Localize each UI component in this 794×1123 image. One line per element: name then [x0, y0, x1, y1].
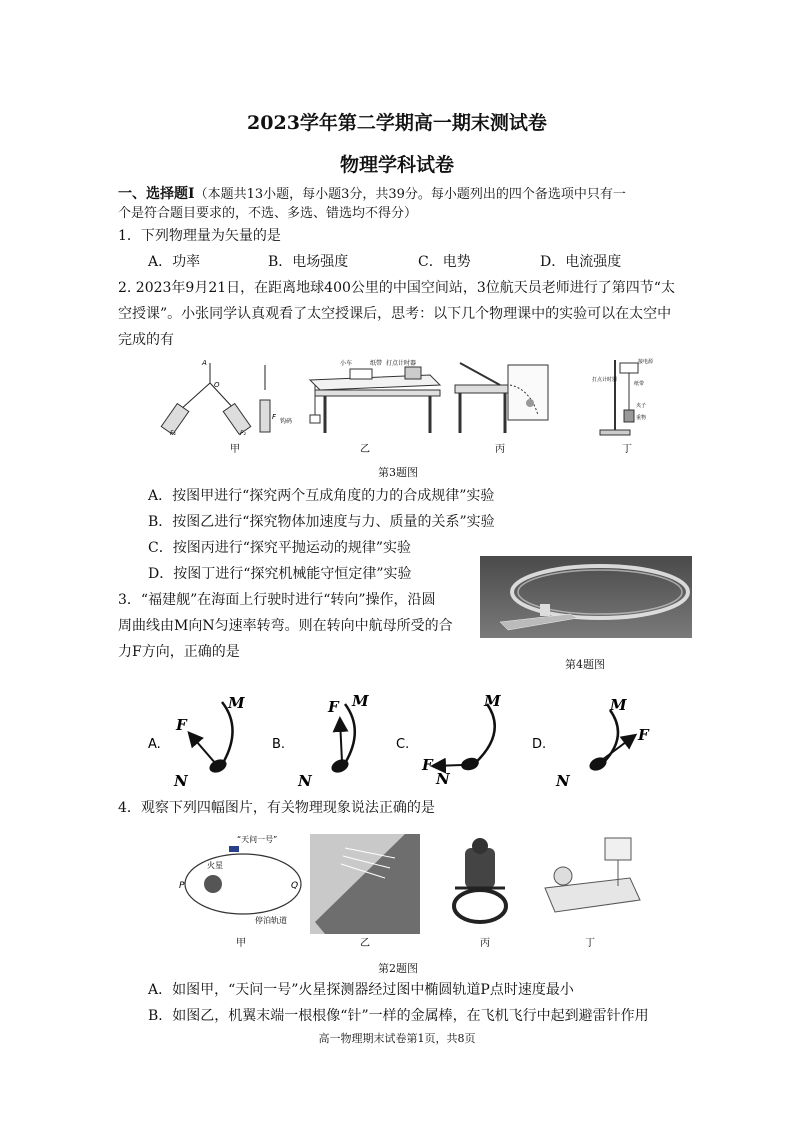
q2-option-d: D．按图丁进行“探究机械能守恒定律”实验	[148, 566, 412, 582]
fig-yi-wing	[310, 834, 420, 934]
fig-bing-rotating-chair	[454, 838, 506, 922]
choice-b-diagram	[272, 692, 369, 790]
fig-jia-orbit-label: 停泊轨道	[255, 916, 287, 925]
fig-jia-P: P	[179, 881, 185, 891]
section-heading: 一、选择题Ⅰ	[118, 186, 195, 202]
q4-fig-label-ding: 丁	[585, 938, 595, 949]
fig-ding-freefall	[592, 358, 654, 435]
q4-stem: 4．观察下列四幅图片，有关物理现象说法正确的是	[118, 800, 435, 816]
q2-option-c: C．按图丙进行“探究平抛运动的规律”实验	[148, 540, 412, 556]
page-footer: 高一物理期末试卷第1页，共8页	[318, 1032, 476, 1045]
fig-label-jia: 甲	[230, 444, 240, 455]
choice-a-N: N	[174, 772, 188, 790]
fig-yi-tape: 纸带	[370, 360, 383, 367]
fig-label-bing: 丙	[495, 444, 505, 455]
q2-line-3: 完成的有	[118, 332, 174, 348]
choice-d-diagram	[532, 696, 650, 790]
q4-fig-label-yi: 乙	[360, 938, 370, 949]
exam-title: 2023学年第二学期高一期末测试卷	[247, 112, 547, 134]
choice-a-M: M	[228, 694, 245, 712]
choice-c-diagram	[396, 692, 501, 788]
choice-d-M: M	[610, 696, 627, 714]
fig-ding-tape: 纸带	[634, 381, 645, 387]
fig-jia-probe: “天问一号”	[237, 835, 278, 844]
fig-jia-A: A	[202, 359, 207, 367]
fig-yi-car: 小车	[340, 360, 353, 367]
fig-jia-F: F	[272, 413, 277, 421]
choice-d-label: D.	[532, 737, 547, 752]
fig-jia-force-setup	[161, 359, 277, 437]
q2-line-2: 空授课”。小张同学认真观看了太空授课后，思考：以下几个物理课中的实验可以在太空中	[118, 306, 672, 322]
fig-jia-F2: F₂	[240, 430, 246, 437]
q2-line-1: 2. 2023年9月21日，在距离地球400公里的中国空间站，3位航天员老师进行了第四节“太	[118, 280, 675, 296]
q3-choice-diagrams	[140, 690, 680, 790]
q4-option-a: A．如图甲，“天问一号”火星探测器经过图中椭圆轨道P点时速度最小	[148, 982, 574, 998]
q2-fig-caption: 第3题图	[378, 466, 418, 479]
choice-b-M: M	[352, 692, 369, 710]
q2-option-b: B．按图乙进行“探究物体加速度与力、质量的关系”实验	[148, 514, 495, 530]
q3-line-2	[118, 616, 453, 636]
fig-ding-timer: 打点计时器	[592, 377, 618, 383]
choice-b-F: F	[328, 698, 339, 716]
fig-yi-weight: 钩码	[280, 418, 293, 425]
choice-c-label: C.	[396, 737, 410, 752]
fig-ding-weight: 重物	[636, 415, 647, 421]
q3-fig-caption: 第4题图	[565, 658, 605, 671]
fig-ding-clamp: 夹子	[636, 403, 647, 409]
q3-line-1: 3．“福建舰”在海面上行驶时进行“转向”操作，沿圆	[118, 592, 436, 608]
q1-option-c: C．电势	[418, 254, 471, 270]
fig-jia-mars: 火星	[207, 861, 223, 870]
choice-d-N: N	[556, 772, 570, 790]
choice-a-label: A.	[148, 737, 161, 752]
q4-fig-label-bing: 丙	[480, 938, 490, 949]
q4-fig-caption: 第2题图	[378, 962, 418, 975]
choice-a-diagram	[148, 694, 245, 790]
choice-c-F: F	[422, 756, 433, 774]
q1-option-b: B．电场强度	[268, 254, 349, 270]
section-note-2: 个是符合题目要求的，不选、多选、错选均不得分）	[118, 206, 418, 221]
fig-ding-medical	[545, 838, 640, 912]
q3-line-3: 力F方向，正确的是	[118, 644, 240, 660]
fig-jia-orbit	[179, 834, 301, 925]
q4-option-b: B．如图乙，机翼末端一根根像“针”一样的金属棒，在飞机飞行中起到避雷针作用	[148, 1008, 649, 1024]
fig-ding-pow: 接电源	[638, 359, 654, 365]
fig-yi-track	[280, 359, 440, 433]
q4-fig-label-jia: 甲	[236, 938, 246, 949]
fig-bing-projectile	[455, 363, 548, 433]
choice-c-N: N	[436, 770, 450, 788]
choice-c-M: M	[484, 692, 501, 710]
fig-jia-F1: F₁	[170, 430, 176, 437]
q4-figure	[175, 828, 645, 950]
q1-option-d: D．电流强度	[540, 254, 622, 270]
carrier-photo	[480, 556, 692, 638]
q2-figure	[160, 355, 680, 465]
fig-jia-Q: Q	[291, 881, 299, 891]
fig-label-yi: 乙	[360, 444, 370, 455]
fig-jia-O: O	[214, 381, 220, 389]
section-heading-line	[118, 184, 626, 205]
choice-d-F: F	[638, 726, 649, 744]
q2-option-a: A．按图甲进行“探究两个互成角度的力的合成规律”实验	[148, 488, 495, 504]
choice-b-N: N	[298, 772, 312, 790]
q3-line-2-text: 周曲线由M向N匀速率转弯。则在转向中航母所受的合	[118, 618, 453, 634]
section-note-1: （本题共13小题，每小题3分，共39分。每小题列出的四个备选项中只有一	[194, 187, 626, 202]
choice-b-label: B.	[272, 737, 286, 752]
fig-yi-timer: 打点计时器	[386, 360, 417, 367]
fig-label-ding: 丁	[622, 444, 632, 455]
q1-stem: 1．下列物理量为矢量的是	[118, 228, 281, 244]
q1-option-a: A．功率	[148, 254, 201, 270]
subject-title: 物理学科试卷	[339, 154, 454, 176]
choice-a-F: F	[176, 716, 187, 734]
